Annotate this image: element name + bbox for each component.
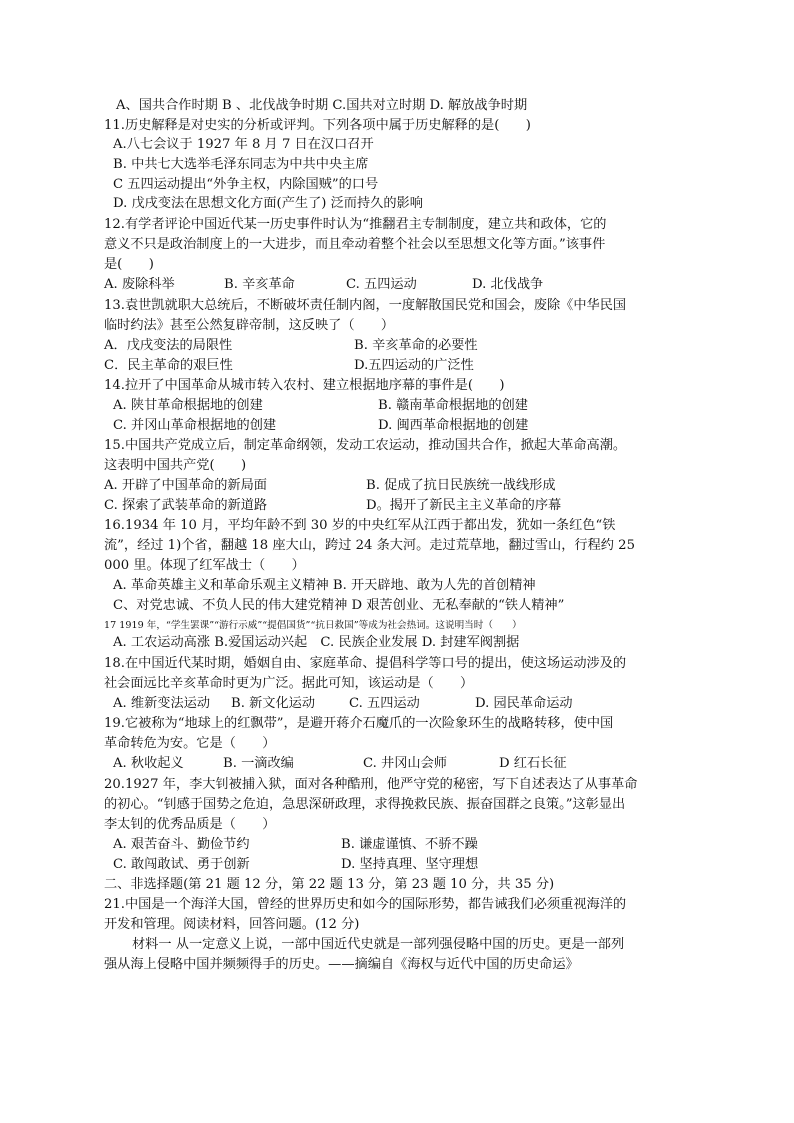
q15-option-b: B. 促成了抗日民族统一战线形成 <box>366 478 556 493</box>
q12-option-a: A. 废除科举 <box>104 277 175 292</box>
q15-option-a: A. 开辟了中国革命的新局面 <box>104 478 267 493</box>
q18-option-a: A. 维新变法运动 <box>113 696 211 711</box>
q16-stem-3: 000 里。体现了红军战士（ ） <box>104 558 305 573</box>
q16-options-ab: A. 革命英雄主义和革命乐观主义精神 B. 开天辟地、敢为人先的首创精神 <box>113 578 536 593</box>
q13-option-a: A．戊戌变法的局限性 <box>104 338 233 353</box>
q12-stem-1: 12.有学者评论中国近代某一历史事件时认为“推翻君主专制制度，建立共和政体，它的 <box>104 217 607 232</box>
q16-options-cd: C、对党忠诚、不负人民的伟大建党精神 D 艰苦创业、无私奉献的“铁人精神” <box>113 598 565 613</box>
q12-option-b: B. 辛亥革命 <box>224 277 295 292</box>
q13-stem-2: 临时约法》甚至公然复辟帝制，这反映了（ ） <box>104 318 395 333</box>
q20-stem-2: 的初心。“钊感于国势之危迫，急思深研政理，求得挽救民族、振奋国群之良策。”这彰显出 <box>104 797 626 812</box>
q11-stem: 11.历史解释是对史实的分析或评判。下列各项中属于历史解释的是( ) <box>104 118 531 133</box>
q15-option-d: D。揭开了新民主主义革命的序幕 <box>366 498 562 513</box>
q18-option-d: D. 园民革命运动 <box>475 696 573 711</box>
q21-stem-2: 开发和管理。阅读材料，回答问题。(12 分) <box>104 917 360 932</box>
q18-option-b: B. 新文化运动 <box>231 696 316 711</box>
q20-option-c: C. 敢闯敢试、勇于创新 <box>113 857 250 872</box>
q20-option-b: B. 谦虚谨慎、不骄不躁 <box>341 837 478 852</box>
q20-option-d: D. 坚持真理、坚守理想 <box>341 857 479 872</box>
q10-options: A、国共合作时期 B 、北伐战争时期 C.国共对立时期 D. 解放战争时期 <box>116 98 528 113</box>
q12-option-d: D. 北伐战争 <box>472 277 544 292</box>
q14-option-b: B. 赣南革命根据地的创建 <box>378 398 528 413</box>
section-two-heading: 二、非选择题(第 21 题 12 分，第 22 题 13 分，第 23 题 10 分，共 35 分) <box>104 877 555 892</box>
q13-stem-1: 13.袁世凯就职大总统后，不断破坏责任制内阁，一度解散国民党和国会，废除《中华民国 <box>104 298 627 313</box>
q19-option-b: B. 一滴改编 <box>223 756 294 771</box>
q15-stem-2: 这表明中国共产党( ) <box>104 458 247 473</box>
q19-option-c: C. 井冈山会师 <box>363 756 447 771</box>
q16-stem-2: 流”，经过 1)个省，翻越 18 座大山，跨过 24 条大河。走过荒草地，翻过雪山，行程约 25 <box>104 538 635 553</box>
q14-stem: 14.拉开了中国革命从城市转入农村、建立根据地序幕的事件是( ) <box>104 378 505 393</box>
q15-option-c: C. 探索了武装革命的新道路 <box>104 498 268 513</box>
q18-stem-1: 18.在中国近代某时期，婚姻自由、家庭革命、提倡科学等口号的提出，使这场运动涉及的 <box>104 656 627 671</box>
q14-option-d: D. 闽西革命根据地的创建 <box>378 418 529 433</box>
q11-option-d: D. 戊戌变法在思想文化方面(产生了) 泛而持久的影响 <box>113 196 423 211</box>
q13-option-d: D.五四运动的广泛性 <box>354 358 474 373</box>
q16-stem-1: 16.1934 年 10 月，平均年龄不到 30 岁的中央红军从江西于都出发，犹如一条红色“铁 <box>104 518 616 533</box>
q11-option-b: B. 中共七大选举毛泽东同志为中共中央主席 <box>113 157 369 172</box>
q11-option-a: A.八七会议于 1927 年 8 月 7 日在汉口召开 <box>113 137 374 152</box>
q13-option-b: B. 辛亥革命的必要性 <box>354 338 478 353</box>
q19-option-a: A. 秋收起义 <box>113 756 184 771</box>
q13-option-c: C．民主革命的艰巨性 <box>104 358 233 373</box>
q19-stem-2: 革命转危为安。它是（ ） <box>104 736 276 751</box>
q19-stem-1: 19.它被称为“地球上的红飘带”，是避开蒋介石魔爪的一次险象环生的战略转移，使中国 <box>104 716 614 731</box>
q17-options: A. 工农运动高涨 B.爱国运动兴起 C. 民族企业发展 D. 封建军阀割据 <box>113 635 520 650</box>
q18-option-c: C. 五四运动 <box>349 696 420 711</box>
q21-stem-1: 21.中国是一个海洋大国，曾经的世界历史和如今的国际形势，都告诫我们必须重视海洋的 <box>104 897 627 912</box>
q21-material-1-line-2: 强从海上侵略中国并频频得手的历史。——摘编自《海权与近代中国的历史命运》 <box>104 957 579 972</box>
q20-stem-1: 20.1927 年，李大钊被捕入狱，面对各种酷刑，他严守党的秘密，写下自述表达了从事革命 <box>104 777 638 792</box>
q12-stem-3: 是( ) <box>104 257 154 272</box>
q14-option-a: A. 陕甘革命根据地的创建 <box>113 398 263 413</box>
q17-stem: 17 1919 年，“学生罢课”“游行示威”“提倡国货”“抗日救国”等成为社会热词。这说明当时（ ） <box>104 620 522 631</box>
q12-option-c: C. 五四运动 <box>346 277 417 292</box>
q20-stem-3: 李太钊的优秀品质是（ ） <box>104 817 276 832</box>
q20-option-a: A. 艰苦奋斗、勤俭节约 <box>113 837 250 852</box>
q14-option-c: C. 并冈山革命根据地的创建 <box>113 418 277 433</box>
q11-option-c: C 五四运动提出“外争主权，内除国贼”的口号 <box>113 177 379 192</box>
q21-material-1-line-1: 材料一 从一定意义上说，一部中国近代史就是一部列强侵略中国的历史。更是一部列 <box>132 937 625 952</box>
q19-option-d: D 红石长征 <box>499 756 567 771</box>
q12-stem-2: 意义不只是政治制度上的一大进步，而且牵动着整个社会以至思想文化等方面。”该事件 <box>104 237 606 252</box>
q15-stem-1: 15.中国共产党成立后，制定革命纲领，发动工农运动，推动国共合作，掀起大革命高潮。 <box>104 438 627 453</box>
q18-stem-2: 社会面远比辛亥革命时更为广泛。据此可知，该运动是（ ） <box>104 676 474 691</box>
